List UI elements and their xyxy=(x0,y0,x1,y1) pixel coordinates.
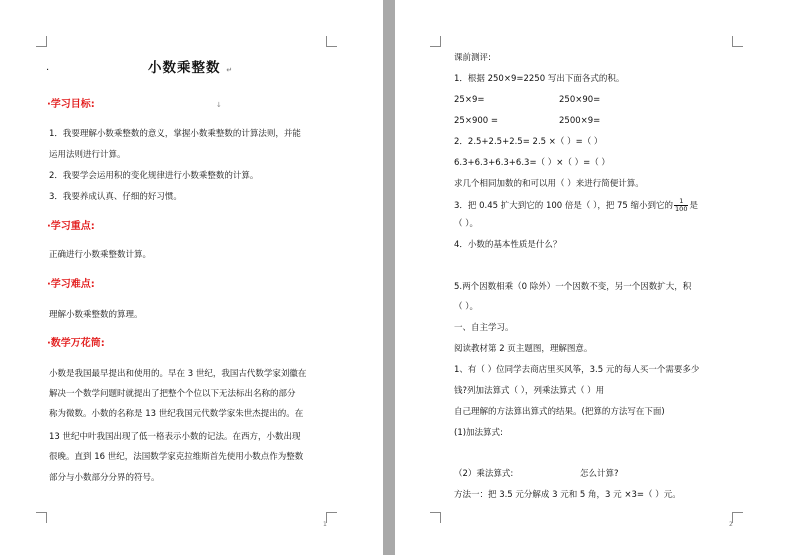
crop-mark xyxy=(326,36,337,47)
self-study-heading: 一、自主学习。 xyxy=(454,323,514,333)
q1-item: 2500×9= xyxy=(559,116,601,126)
objective-line: 1．我要理解小数乘整数的意义，掌握小数乘整数的计算法则，并能 xyxy=(49,129,301,139)
flower-line: 称为微数。小数的名称是 13 世纪我国元代数学家朱世杰提出的。在 xyxy=(49,409,304,419)
question-2-line: 6.3+6.3+6.3+6.3=（ ）×（ ）=（ ） xyxy=(454,158,610,168)
crop-mark xyxy=(732,36,743,47)
page-number: 1 xyxy=(323,521,327,528)
paragraph-mark: ↓ xyxy=(216,101,222,109)
crop-mark xyxy=(36,512,47,523)
objective-line: 运用法则进行计算。 xyxy=(49,150,126,160)
document-page-1 xyxy=(0,0,383,555)
flower-line: 很晚。直到 16 世纪，法国数学家克拉维斯首先使用小数点作为整数 xyxy=(49,452,304,462)
pretest-heading: 课前测评: xyxy=(454,53,491,63)
question-5-line: 5.两个因数相乘（0 除外）一个因数不变，另一个因数扩大，积 xyxy=(454,282,692,292)
crop-mark xyxy=(430,36,441,47)
objectives-heading: ·学习目标: xyxy=(47,99,95,110)
question-5-line: （ ）。 xyxy=(454,302,478,312)
page-title: 小数乘整数 ↵ xyxy=(148,60,234,76)
flower-heading: ·数学万花筒: xyxy=(47,338,105,349)
bullet: · xyxy=(46,65,50,76)
question-2-line: 2．2.5+2.5+2.5= 2.5 ×（ ）=（ ） xyxy=(454,137,603,147)
flower-line: 部分与小数部分分界的符号。 xyxy=(49,473,160,483)
page-number: 2 xyxy=(729,521,733,528)
page-gap xyxy=(383,0,395,555)
fraction: $\frac{1}{100}$ xyxy=(675,197,688,213)
how-to-calculate: 怎么计算? xyxy=(580,469,619,479)
problem-1-line: 钱?列加法算式（ ），列乘法算式（ ）用 xyxy=(454,386,605,396)
keypoint-heading: ·学习重点: xyxy=(47,221,95,232)
flower-line: 小数是我国最早提出和使用的。早在 3 世纪，我国古代数学家刘徽在 xyxy=(49,369,307,379)
question-4: 4．小数的基本性质是什么？ xyxy=(454,240,562,250)
flower-line: 解决一个数学问题时就提出了把整个个位以下无法标出名称的部分 xyxy=(49,389,296,399)
problem-1-line: 1、有（ ）位同学去商店里买风筝，3.5 元的每人买一个需要多少 xyxy=(454,365,700,375)
difficulty-heading: ·学习难点: xyxy=(47,279,95,290)
question-3-line: （ ）。 xyxy=(454,219,478,229)
document-page-2 xyxy=(395,0,788,555)
method-one: 方法一：把 3.5 元分解成 3 元和 5 角，3 元 ×3=（ ）元。 xyxy=(454,490,681,500)
flower-line: 13 世纪中叶我国出现了低一格表示小数的记法。在西方，小数出现 xyxy=(49,432,301,442)
addition-label: (1)加法算式: xyxy=(454,428,503,438)
objective-line: 3．我要养成认真、仔细的好习惯。 xyxy=(49,192,182,202)
multiplication-label: （2）乘法算式: xyxy=(454,469,514,479)
keypoint-text: 正确进行小数乘整数计算。 xyxy=(49,250,152,260)
question-1: 1．根据 250×9=2250 写出下面各式的积。 xyxy=(454,74,625,84)
return-mark: ↵ xyxy=(226,66,234,74)
q1-item: 25×900 = xyxy=(454,116,498,126)
crop-mark xyxy=(430,512,441,523)
question-2-line: 求几个相同加数的和可以用（ ）来进行简便计算。 xyxy=(454,179,644,189)
difficulty-text: 理解小数乘整数的算理。 xyxy=(49,310,143,320)
objective-line: 2．我要学会运用积的变化规律进行小数乘整数的计算。 xyxy=(49,171,259,181)
question-3: 3．把 0.45 扩大到它的 100 倍是（ ），把 75 缩小到它的 $\frac{1}{100}$ 是 xyxy=(454,197,698,213)
crop-mark xyxy=(326,512,337,523)
crop-mark xyxy=(36,36,47,47)
problem-1-line: 自己理解的方法算出算式的结果。(把算的方法写在下面) xyxy=(454,407,665,417)
reading-instruction: 阅读教材第 2 页主题图，理解图意。 xyxy=(454,344,593,354)
q1-item: 250×90= xyxy=(559,95,601,105)
q1-item: 25×9= xyxy=(454,95,485,105)
crop-mark xyxy=(732,512,743,523)
